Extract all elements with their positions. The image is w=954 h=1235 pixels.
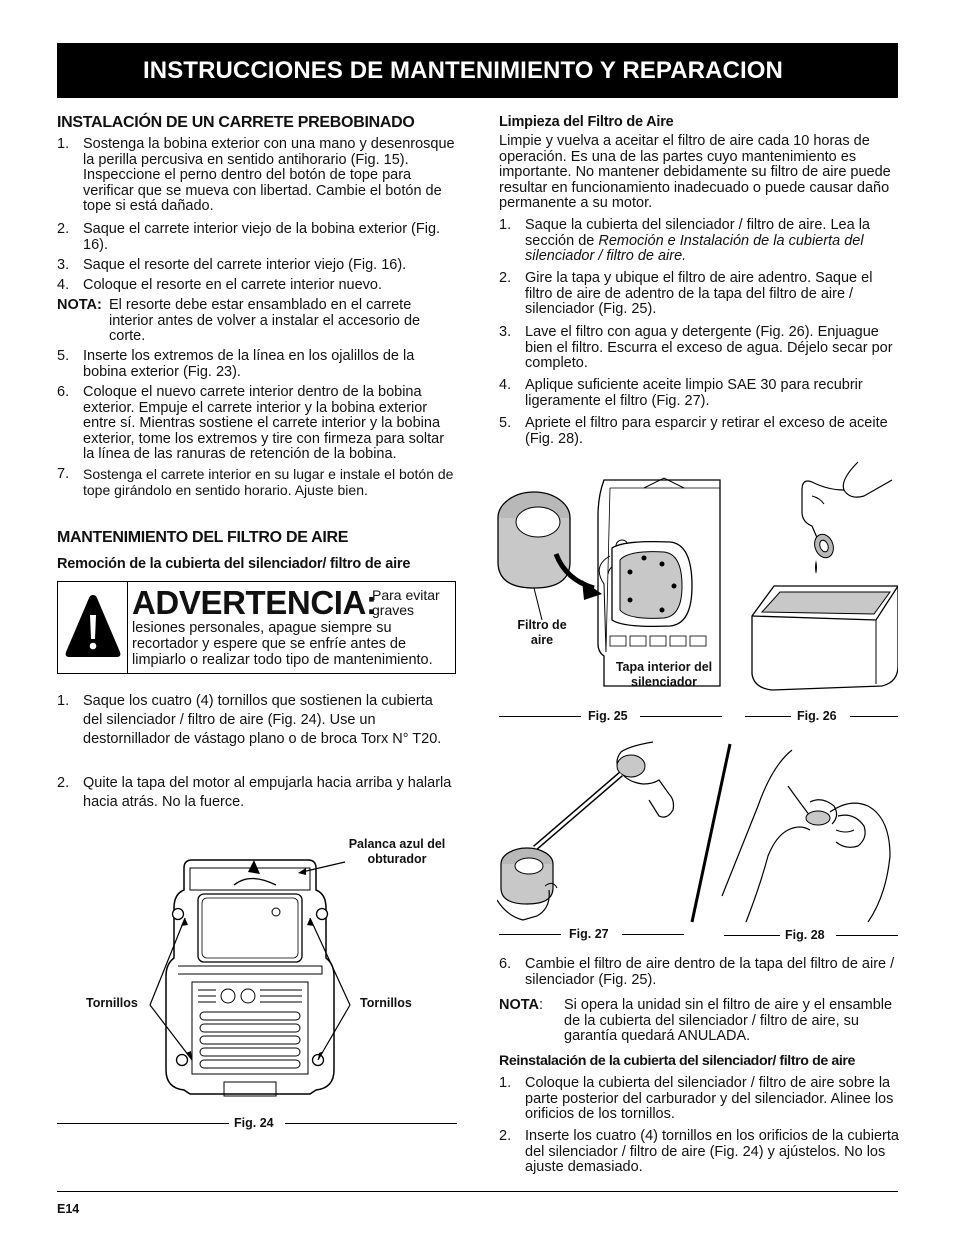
fig24-callout-arrows <box>140 860 380 1070</box>
note: NOTA: El resorte debe estar ensamblado en el carrete interior antes de volver a instalar el accesorio de corte. <box>57 297 421 344</box>
warning-title: ADVERTENCIA: <box>132 584 377 621</box>
list-item: 2. Inserte los cuatro (4) tornillos en los orificios de la cubierta del silenciador / filtro de aire (Fig. 24) y ajústelos. No los ajuste demasiado. <box>499 1128 899 1175</box>
subsection-title-cleaning: Limpieza del Filtro de Aire <box>499 114 674 130</box>
fig24-label-screws-right: Tornillos <box>360 996 412 1010</box>
caption-rule <box>836 935 898 936</box>
caption-rule <box>285 1123 457 1124</box>
warning-box <box>57 581 456 674</box>
list-item: 1. Sostenga la bobina exterior con una mano y desenrosque la perilla percusiva en sentido antihorario (Fig. 15). Inspeccione el perno dentro del botón de tope para verificar que se mueva con libertad. Cambie el botón de tope si está dañado. <box>57 136 455 214</box>
warning-text: lesiones personales, apague siempre su recortador y espere que se enfríe antes de limpiarlo o realizar todo tipo de mantenimiento. <box>132 620 433 668</box>
caption-rule <box>850 716 898 717</box>
caption-rule <box>57 1123 229 1124</box>
fig25-label-filter: Filtro de aire <box>517 618 567 647</box>
page-number: E14 <box>57 1202 80 1216</box>
fig26-caption: Fig. 26 <box>797 709 837 723</box>
subsection-title-reinstall: Reinstalación de la cubierta del silenciador/ filtro de aire <box>499 1053 856 1069</box>
warning-triangle-icon <box>58 582 128 673</box>
fig24-label-choke: Palanca azul del obturador <box>348 837 446 866</box>
fig25-caption: Fig. 25 <box>588 709 628 723</box>
note: NOTA: Si opera la unidad sin el filtro de aire y el ensamble de la cubierta del silenciador / filtro de aire, su garantía quedará ANULADA. <box>499 997 893 1044</box>
caption-rule <box>499 716 581 717</box>
fig27-caption: Fig. 27 <box>569 927 609 941</box>
list-item: 6. Cambie el filtro de aire dentro de la tapa del filtro de aire / silenciador (Fig. 25). <box>499 956 895 988</box>
fig28-squeezing-filter-illustration <box>718 746 898 928</box>
list-item: 3. Saque el resorte del carrete interior viejo (Fig. 16). <box>57 257 407 273</box>
list-item: 2. Quite la tapa del motor al empujarla hacia arriba y halarla hacia atrás. No la fuerce. <box>57 775 452 810</box>
warning-side-text: Para evitar graves <box>372 587 440 618</box>
list-item: 2. Gire la tapa y ubique el filtro de aire adentro. Saque el filtro de aire de adentro de la tapa del filtro de aire / silenciador (Fig. 25). <box>499 270 873 317</box>
list-item: 3. Lave el filtro con agua y detergente (Fig. 26). Enjuague bien el filtro. Escurra el exceso de agua. Déjelo secar por completo. <box>499 324 893 371</box>
page-title: INSTRUCCIONES DE MANTENIMIENTO Y REPARACION <box>143 56 783 84</box>
list-item: 5. Inserte los extremos de la línea en los ojalillos de la bobina exterior (Fig. 23). <box>57 348 415 380</box>
caption-rule <box>745 716 791 717</box>
fig25-label-cover: Tapa interior del silenciador <box>615 660 713 689</box>
footer-rule <box>57 1191 898 1192</box>
section-title-reel: INSTALACIÓN DE UN CARRETE PREBOBINADO <box>57 114 415 131</box>
subsection-title-removal: Remoción de la cubierta del silenciador/ filtro de aire <box>57 556 411 572</box>
caption-rule <box>640 716 722 717</box>
list-item: 1. Saque la cubierta del silenciador / filtro de aire. Lea la sección de Remoción e Instalación de la cubierta del silenciador / filtro de aire. <box>499 217 870 264</box>
list-item: 1. Saque los cuatro (4) tornillos que sostienen la cubierta del silenciador / filtro de aire (Fig. 24). Use un destornillador de vástago plano o de broca Torx N° T20. <box>57 693 442 747</box>
fig27-oiling-filter-illustration <box>497 740 707 922</box>
list-item: 4. Coloque el resorte en el carrete interior nuevo. <box>57 277 383 293</box>
list-item: 5. Apriete el filtro para esparcir y retirar el exceso de aceite (Fig. 28). <box>499 415 888 447</box>
fig24-caption: Fig. 24 <box>234 1116 274 1130</box>
caption-rule <box>499 934 561 935</box>
list-item: 6. Coloque el nuevo carrete interior dentro de la bobina exterior. Empuje el carrete interior y la bobina exterior entre sí. Mientras sostiene el carrete interior y la bobina exterior, tome los extremos y tire con firmeza para soltar la línea de las ranuras de retención de la bobina. <box>57 384 445 462</box>
fig24-label-screws-left: Tornillos <box>86 996 138 1010</box>
list-item: 4. Aplique suficiente aceite limpio SAE 30 para recubrir ligeramente el filtro (Fig. 27). <box>499 377 863 409</box>
list-item: 1. Coloque la cubierta del silenciador / filtro de aire sobre la parte posterior del carburador y del silenciador. Alinee los orificios de los tornillos. <box>499 1075 894 1122</box>
section-title-filter: MANTENIMIENTO DEL FILTRO DE AIRE <box>57 529 349 546</box>
fig28-caption: Fig. 28 <box>785 928 825 942</box>
page-header-banner <box>57 43 898 98</box>
list-item: 7. Sostenga el carrete interior en su lugar e instale el botón de tope girándolo en sentido horario. Ajuste bien. <box>57 466 454 498</box>
caption-rule <box>622 934 684 935</box>
list-item: 2. Saque el carrete interior viejo de la bobina exterior (Fig. 16). <box>57 221 441 253</box>
caption-rule <box>724 935 780 936</box>
fig26-washing-filter-illustration <box>732 460 898 704</box>
cleaning-intro: Limpie y vuelva a aceitar el filtro de aire cada 10 horas de operación. Es una de las partes cuyo mantenimiento es importante. No mantener debidamente su filtro de aire puede resultar en funcionamiento inadecuado o puede causar daño permanente a su motor. <box>499 133 891 211</box>
warning-icon-cell <box>58 582 128 673</box>
